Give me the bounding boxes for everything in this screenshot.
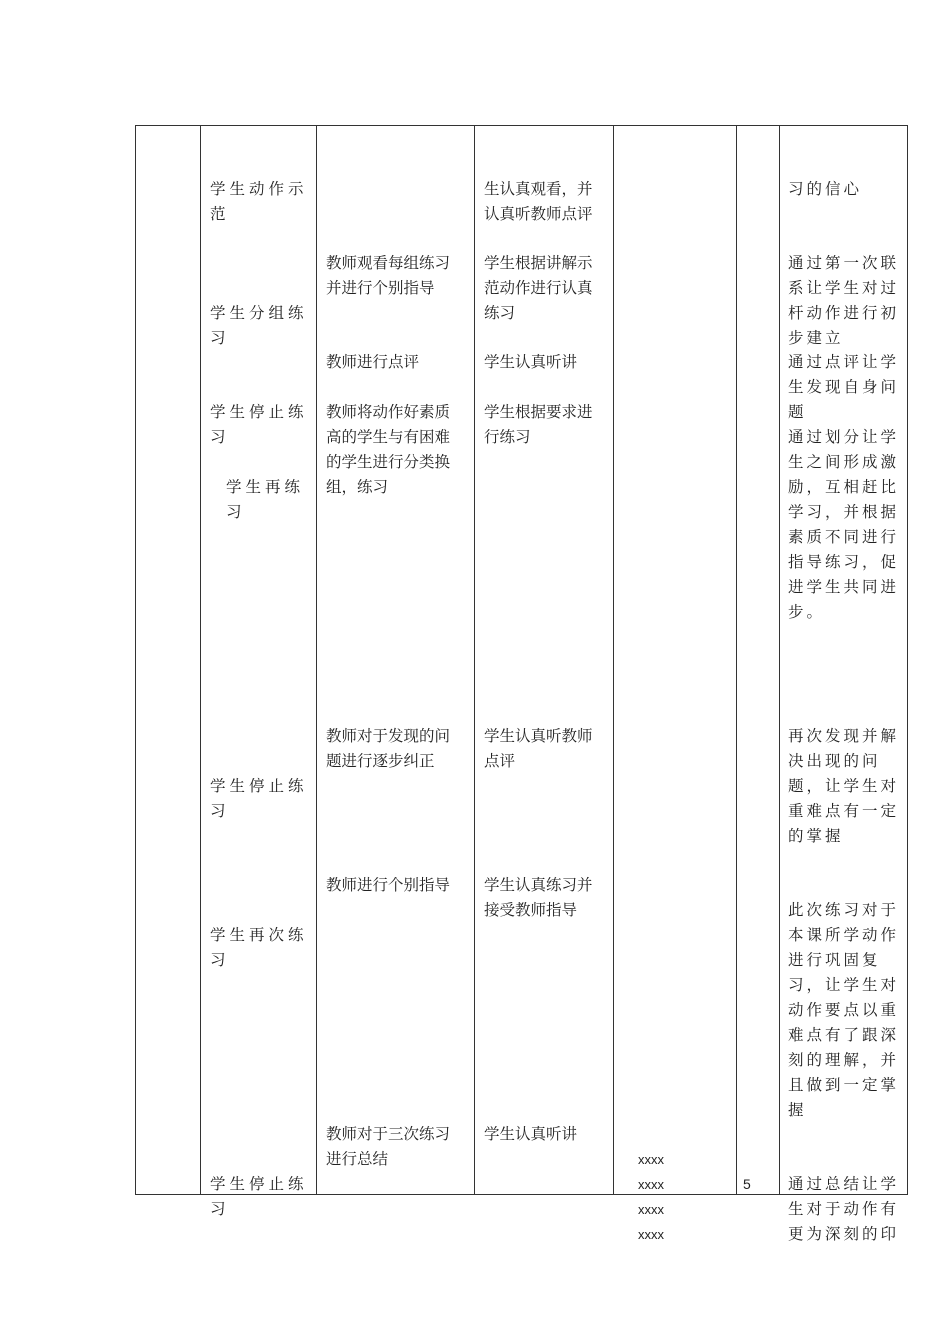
- teacher-activity: 教师对于发现的问 题进行逐步纠正: [326, 727, 451, 770]
- student-activity: 学生根据要求进 行练习: [484, 403, 593, 446]
- column-divider: [474, 126, 475, 1194]
- column-divider: [779, 126, 780, 1194]
- teacher-activity: 教师进行点评: [326, 353, 420, 371]
- student-activity: 学生认真听教师 点评: [484, 727, 593, 770]
- student-activity: 学生认真听讲: [484, 1125, 578, 1143]
- teacher-activity: 教师观看每组练习 并进行个别指导: [326, 254, 451, 297]
- step-stop-practice: 学生停止练 习: [210, 777, 308, 820]
- purpose-text: 通过点评让学 生发现自身问 题: [788, 353, 900, 421]
- purpose-text: 通过划分让学 生之间形成激 励，互相赶比 学习，并根据 素质不同进行 指导练习，促 进学生共同进 步。: [788, 428, 900, 621]
- step-practice-again: 学生再练 习: [226, 478, 305, 521]
- step-demonstration: 学生动作示 范: [210, 180, 308, 223]
- student-activity: 生认真观看，并 认真听教师点评: [484, 180, 593, 223]
- purpose-text: 习的信心: [788, 180, 863, 198]
- column-divider: [736, 126, 737, 1194]
- teacher-activity: 教师进行个别指导: [326, 876, 451, 894]
- purpose-text: 通过总结让学 生对于动作有 更为深刻的印: [788, 1175, 900, 1243]
- column-divider: [316, 126, 317, 1194]
- step-stop-practice: 学生停止练 习: [210, 403, 308, 446]
- student-activity: 学生根据讲解示 范动作进行认真 练习: [484, 254, 593, 322]
- purpose-text: 此次练习对于 本课所学动作 进行巩固复 习，让学生对 动作要点以重 难点有了跟深 刻的理解，并 且做到一定掌 握: [788, 901, 900, 1119]
- student-activity: 学生认真听讲: [484, 353, 578, 371]
- teacher-activity: 教师对于三次练习 进行总结: [326, 1125, 451, 1168]
- column-divider: [200, 126, 201, 1194]
- column-divider: [613, 126, 614, 1194]
- step-practice-once-more: 学生再次练 习: [210, 926, 308, 969]
- student-activity: 学生认真练习并 接受教师指导: [484, 876, 593, 919]
- teacher-activity: 教师将动作好素质 高的学生与有困难 的学生进行分类换 组，练习: [326, 403, 451, 496]
- purpose-text: 通过第一次联 系让学生对过 杆动作进行初 步建立: [788, 254, 900, 347]
- step-stop-practice: 学生停止练 习: [210, 1175, 308, 1218]
- purpose-text: 再次发现并解 决出现的问 题，让学生对 重难点有一定 的掌握: [788, 727, 900, 845]
- time-minutes: 5: [743, 1176, 751, 1192]
- step-group-practice: 学生分组练 习: [210, 304, 308, 347]
- organization-placeholder: xxxx xxxx xxxx xxxx: [638, 1152, 664, 1242]
